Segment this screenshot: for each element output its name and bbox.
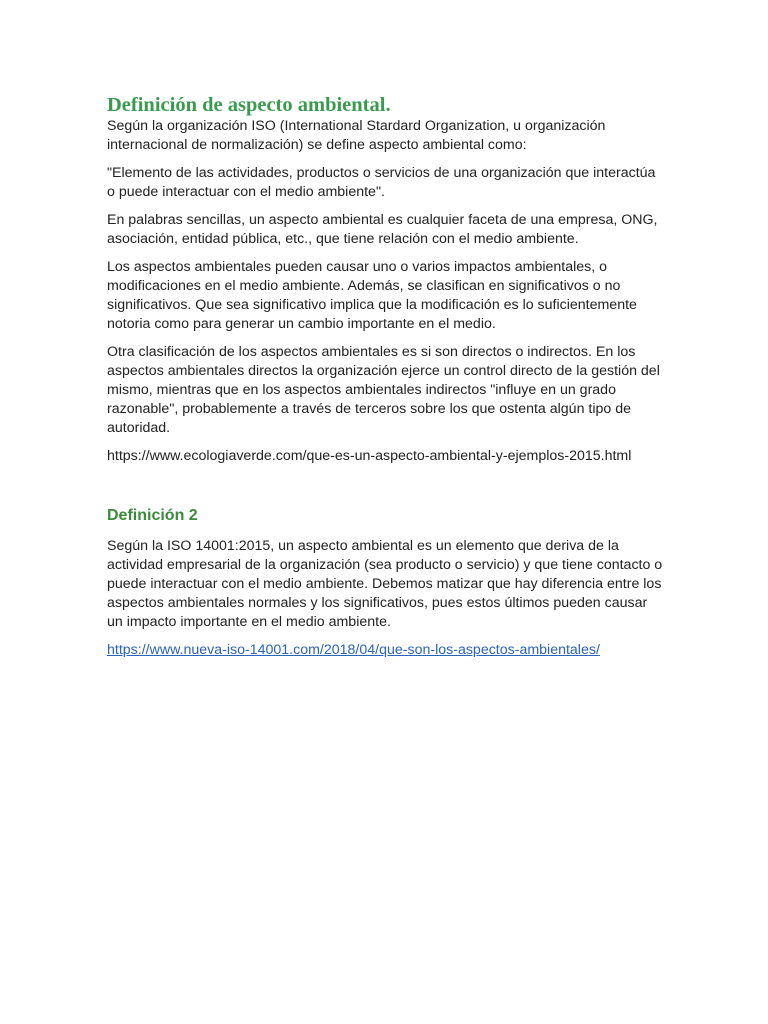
paragraph-simple-explanation: En palabras sencillas, un aspecto ambiental es cualquier faceta de una empresa, ONG, asociación, entidad pública, etc., que tiene relación con el medio ambiente.: [107, 212, 658, 247]
paragraph-iso-definition-intro: Según la organización ISO (International Stardard Organization, u organización internacional de normalización) se define aspecto ambiental como:: [107, 118, 606, 153]
document-title: Definición de aspecto ambiental.: [107, 94, 391, 116]
source-link-2[interactable]: https://www.nueva-iso-14001.com/2018/04/que-son-los-aspectos-ambientales/: [107, 642, 600, 658]
paragraph-iso-14001: Según la ISO 14001:2015, un aspecto ambiental es un elemento que deriva de la actividad empresarial de la organización (sea producto o servicio) y que tiene contacto o puede interactuar con el medio ambiente. Debemos matizar que hay diferencia entre los aspectos ambientales normales y los significativos, pues estos últimos pueden causar un impacto importante en el medio ambiente.: [107, 538, 663, 630]
paragraph-iso-quote: "Elemento de las actividades, productos o servicios de una organización que interactúa o puede interactuar con el medio ambiente".: [107, 165, 656, 200]
paragraph-impacts: Los aspectos ambientales pueden causar uno o varios impactos ambientales, o modificaciones en el medio ambiente. Además, se clasifican en significativos o no significativos. Que sea significativo implica que la modificación es lo suficientemente notoria como para generar un cambio importante en el medio.: [107, 259, 637, 332]
paragraph-direct-indirect: Otra clasificación de los aspectos ambientales es si son directos o indirectos. En los aspectos ambientales directos la organización ejerce un control directo de la gestión del mismo, mientras que en los aspectos ambientales indirectos "influye en un grado razonable", probablemente a través de terceros sobre los que ostenta algún tipo de autoridad.: [107, 344, 660, 436]
document-body: [107, 93, 663, 669]
source-link-2-wrapper: [107, 641, 663, 660]
source-url-1: https://www.ecologiaverde.com/que-es-un-aspecto-ambiental-y-ejemplos-2015.html: [107, 448, 632, 464]
section-2-heading: Definición 2: [107, 507, 198, 524]
